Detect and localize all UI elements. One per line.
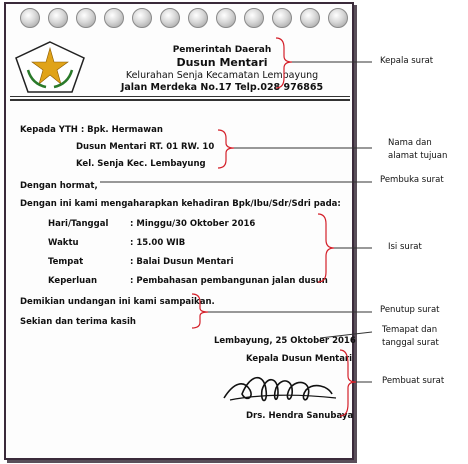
brace-pembuat bbox=[340, 350, 356, 416]
brace-isi bbox=[318, 214, 334, 282]
recipient-line-2: Dusun Mentari RT. 01 RW. 10 bbox=[76, 142, 215, 152]
label-pembuat-surat: Pembuat surat bbox=[382, 376, 445, 386]
label-tempat-dan: Temapat dan bbox=[382, 325, 438, 335]
brace-nama bbox=[218, 130, 234, 168]
brace-kepala bbox=[276, 38, 292, 88]
label-alamat-tujuan: alamat tujuan bbox=[388, 151, 448, 161]
recipient-line-1: Kepada YTH : Bpk. Hermawan bbox=[20, 125, 163, 135]
header-line-3: Kelurahan Senja Kecamatan Lembayung bbox=[125, 70, 319, 81]
connector-tempat bbox=[320, 332, 372, 338]
detail-value: : Minggu/30 Oktober 2016 bbox=[130, 219, 256, 229]
signer-title: Kepala Dusun Mentari bbox=[246, 354, 353, 364]
label-kepala-surat: Kepala surat bbox=[380, 56, 434, 66]
detail-value: : Balai Dusun Mentari bbox=[130, 257, 234, 267]
intro: Dengan ini kami mengaharapkan kehadiran Bpk/Ibu/Sdr/Sdri pada: bbox=[20, 199, 341, 209]
place-date: Lembayung, 25 Oktober 2016 bbox=[214, 336, 356, 346]
detail-label: Keperluan bbox=[48, 276, 97, 286]
header-line-4: Jalan Merdeka No.17 Telp.028 976865 bbox=[120, 82, 324, 93]
header-line-2: Dusun Mentari bbox=[176, 56, 268, 69]
detail-label: Hari/Tanggal bbox=[48, 219, 109, 229]
closing-line-1: Demikian undangan ini kami sampaikan. bbox=[20, 297, 215, 307]
recipient-line-3: Kel. Senja Kec. Lembayung bbox=[76, 159, 206, 169]
brace-penutup bbox=[192, 294, 208, 328]
detail-label: Tempat bbox=[48, 257, 84, 267]
closing-line-2: Sekian dan terima kasih bbox=[20, 317, 136, 327]
detail-value: : 15.00 WIB bbox=[130, 238, 186, 248]
label-tanggal-surat: tanggal surat bbox=[382, 338, 439, 348]
label-pembuka-surat: Pembuka surat bbox=[380, 175, 444, 185]
header-line-1: Pemerintah Daerah bbox=[172, 45, 272, 55]
label-nama-dan: Nama dan bbox=[388, 138, 432, 148]
detail-label: Waktu bbox=[48, 238, 79, 248]
greeting: Dengan hormat, bbox=[20, 181, 98, 191]
label-isi-surat: Isi surat bbox=[388, 242, 422, 252]
detail-value: : Pembahasan pembangunan jalan dusun bbox=[130, 276, 328, 286]
signer-name: Drs. Hendra Sanubaya bbox=[246, 411, 354, 421]
label-penutup-surat: Penutup surat bbox=[380, 305, 440, 315]
